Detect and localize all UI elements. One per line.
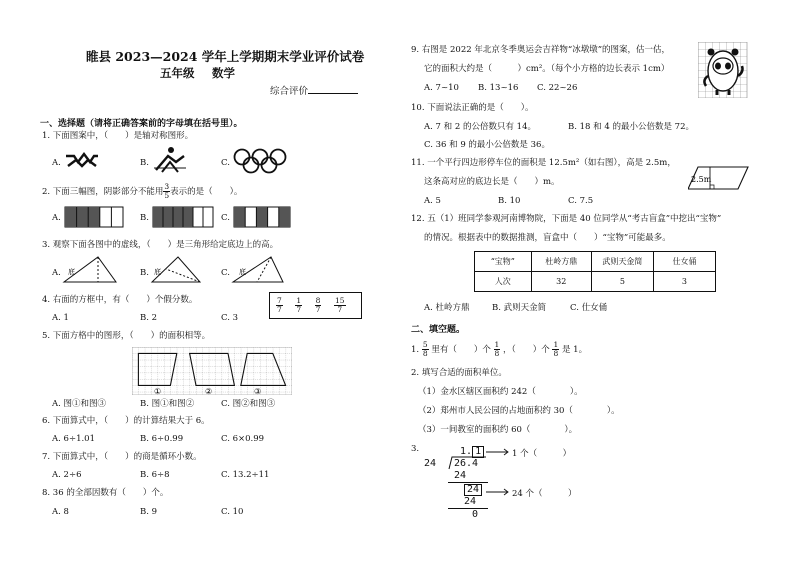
- q2-option-b[interactable]: B.: [140, 213, 149, 223]
- parallelogram-height-label: 2.5m: [691, 175, 712, 184]
- q7-option-a[interactable]: A. 2÷6: [52, 470, 82, 480]
- q5-option-b[interactable]: B. 图①和图②: [140, 399, 195, 409]
- q7-option-c[interactable]: C. 13.2÷11: [221, 470, 270, 480]
- fill-q2-2: （2）郑州市人民公园的占地面积约 30（ ）。: [418, 406, 620, 416]
- q3-base-label-b: 底: [154, 268, 161, 276]
- table-row: [475, 252, 716, 272]
- q4-option-b[interactable]: B. 2: [140, 313, 158, 323]
- table-header-cell: 仕女俑: [653, 252, 715, 272]
- q12-line1: 12. 五（1）班同学参观河南博物院，下面是 40 位同学从“考古盲盒”中挖出“宝物”: [411, 214, 722, 224]
- q11-option-a[interactable]: A. 5: [424, 196, 441, 206]
- division-remainder: 0: [472, 509, 479, 520]
- fill-q2-stem: 2. 填写合适的面积单位。: [411, 368, 507, 378]
- q12-option-a[interactable]: A. 杜岭方鼎: [424, 303, 470, 313]
- q2-option-a[interactable]: A.: [52, 213, 61, 223]
- q6-option-b[interactable]: B. 6÷0.99: [140, 434, 184, 444]
- q1-option-a[interactable]: A.: [52, 158, 61, 168]
- q4-stem: 4. 右面的方框中，有（ ）个假分数。: [42, 295, 198, 305]
- q3-base-label-a: 底: [68, 268, 75, 276]
- division-step3: 24: [464, 496, 477, 507]
- q3-stem: 3. 观察下面各图中的虚线，（ ）是三角形给定底边上的高。: [42, 240, 279, 250]
- q12-line2: 的情况。根据表中的数据推测，盲盒中（ ）“宝物”可能最多。: [424, 233, 671, 243]
- q10-stem: 10. 下面说法正确的是（ ）。: [411, 103, 534, 113]
- table-header-cell: 武则天金简: [591, 252, 653, 272]
- q2-figure-b: [152, 206, 214, 228]
- q11-line2: 这条高对应的底边长是（ ）m。: [424, 177, 560, 187]
- q5-grid-figure: [132, 347, 292, 395]
- q7-stem: 7. 下面算式中，（ ）的商是循环小数。: [42, 452, 202, 462]
- long-division: [424, 446, 584, 526]
- q7-option-b[interactable]: B. 6÷8: [140, 470, 170, 480]
- q8-option-c[interactable]: C. 10: [221, 507, 244, 517]
- q3-figure-c: [231, 255, 285, 285]
- q1-figure-b: [152, 146, 188, 174]
- table-cell: 32: [531, 272, 591, 292]
- table-row: [475, 272, 716, 292]
- q8-option-b[interactable]: B. 9: [140, 507, 158, 517]
- q2-stem: 2. 下面三幅图，阴影部分不能用 $\frac{3}{5}$ 表示的是（ ）。: [42, 182, 243, 200]
- table-header-cell: 杜岭方鼎: [531, 252, 591, 272]
- division-line1: [448, 482, 488, 483]
- q5-label-1: ①: [154, 387, 162, 395]
- table-row-label: 人次: [475, 272, 532, 292]
- q11-option-c[interactable]: C. 7.5: [568, 196, 594, 206]
- q5-option-c[interactable]: C. 图②和图③: [221, 399, 276, 409]
- division-step1: 24: [454, 470, 467, 481]
- q10-option-c[interactable]: C. 36 和 9 的最小公倍数是 36。: [424, 140, 550, 150]
- q8-option-a[interactable]: A. 8: [52, 507, 69, 517]
- division-label2: 24 个（ ）: [512, 489, 577, 499]
- q2-figure-c: [233, 206, 291, 228]
- q1-stem: 1. 下面图案中，（ ）是轴对称图形。: [42, 131, 194, 141]
- section1-heading: 一、选择题（请将正确答案前的字母填在括号里）。: [40, 119, 243, 129]
- q3-option-b[interactable]: B.: [140, 268, 149, 278]
- table-header-cell: “宝物”: [475, 252, 532, 272]
- q11-option-b[interactable]: B. 10: [498, 196, 521, 206]
- divisor: 24: [424, 458, 437, 469]
- q1-option-b[interactable]: B.: [140, 158, 149, 168]
- q10-option-b[interactable]: B. 18 和 4 的最小公倍数是 72。: [568, 122, 694, 132]
- subject-label: 数学: [212, 66, 235, 80]
- grade-label: 五年级: [160, 66, 195, 80]
- dividend: 26.4: [454, 458, 479, 469]
- fill-q2-3: （3）一间教室的面积约 60（ ）。: [418, 425, 578, 435]
- q9-option-b[interactable]: B. 13~16: [478, 83, 519, 93]
- q11-line1: 11. 一个平行四边形停车位的面积是 12.5m²（如右图），高是 2.5m，: [411, 158, 676, 168]
- eval-label: 综合评价: [270, 86, 358, 97]
- table-cell: 5: [591, 272, 653, 292]
- bing-dwen-dwen-grid-figure: [698, 42, 748, 98]
- section2-heading: 二、填空题。: [411, 325, 466, 335]
- q6-option-c[interactable]: C. 6×0.99: [221, 434, 265, 444]
- q5-option-a[interactable]: A. 图①和图③: [52, 399, 107, 409]
- q12-option-c[interactable]: C. 仕女俑: [570, 303, 608, 313]
- q3-base-label-c: 底: [239, 268, 246, 276]
- q5-label-2: ②: [205, 387, 213, 395]
- q12-table: [474, 251, 716, 292]
- q3-option-c[interactable]: C.: [221, 268, 230, 278]
- q5-stem: 5. 下面方格中的图形，（ ）的面积相等。: [42, 331, 211, 341]
- quotient: 1. 1: [460, 446, 484, 458]
- q2-figure-a: [64, 206, 124, 228]
- parallelogram-figure: [688, 165, 750, 191]
- q4-fraction-box: $\frac{7}{7}$ $\frac{1}{7}$ $\frac{8}{7}$ $\frac{15}{7}$: [269, 292, 362, 319]
- exam-title: 睢县 2023—2024 学年上学期期末学业评价试卷: [86, 49, 365, 64]
- q9-line2: 它的面积大约是（ ）cm²。（每个小方格的边长表示 1cm）: [424, 64, 670, 74]
- q1-option-c[interactable]: C.: [221, 158, 230, 168]
- q1-figure-a: [64, 150, 100, 172]
- table-cell: 3: [653, 272, 715, 292]
- q6-option-a[interactable]: A. 6÷1.01: [52, 434, 95, 444]
- fill-q1: 1. $\frac{5}{8}$ 里有（ ）个 $\frac{1}{8}$ ，（ ）个 $\frac{1}{8}$ 是 1。: [411, 340, 588, 358]
- q6-stem: 6. 下面算式中，（ ）的计算结果大于 6。: [42, 416, 210, 426]
- division-line2: [448, 508, 488, 509]
- division-step2: 24: [464, 484, 482, 496]
- q2-option-c[interactable]: C.: [221, 213, 230, 223]
- q5-label-3: ③: [254, 387, 262, 395]
- q3-figure-b: [150, 255, 202, 285]
- fill-q2-1: （1）金水区辖区面积约 242（ ）。: [418, 387, 583, 397]
- q4-option-a[interactable]: A. 1: [52, 313, 69, 323]
- q9-option-a[interactable]: A. 7~10: [424, 83, 459, 93]
- q8-stem: 8. 36 的全部因数有（ ）个。: [42, 488, 169, 498]
- q9-line1: 9. 右图是 2022 年北京冬季奥运会吉祥物“冰墩墩”的图案，估一估，: [411, 45, 671, 55]
- fill-q3-stem: 3.: [411, 444, 420, 454]
- q12-option-b[interactable]: B. 武则天金简: [492, 303, 547, 313]
- q3-figure-a: [62, 255, 118, 285]
- division-label1: 1 个（ ）: [512, 449, 572, 459]
- q4-option-c[interactable]: C. 3: [221, 313, 239, 323]
- q3-option-a[interactable]: A.: [52, 268, 61, 278]
- q9-option-c[interactable]: C. 22~26: [537, 83, 578, 93]
- olympic-rings-icon: [233, 148, 289, 174]
- arrow-icon: [486, 448, 514, 498]
- q10-option-a[interactable]: A. 7 和 2 的公倍数只有 14。: [424, 122, 536, 132]
